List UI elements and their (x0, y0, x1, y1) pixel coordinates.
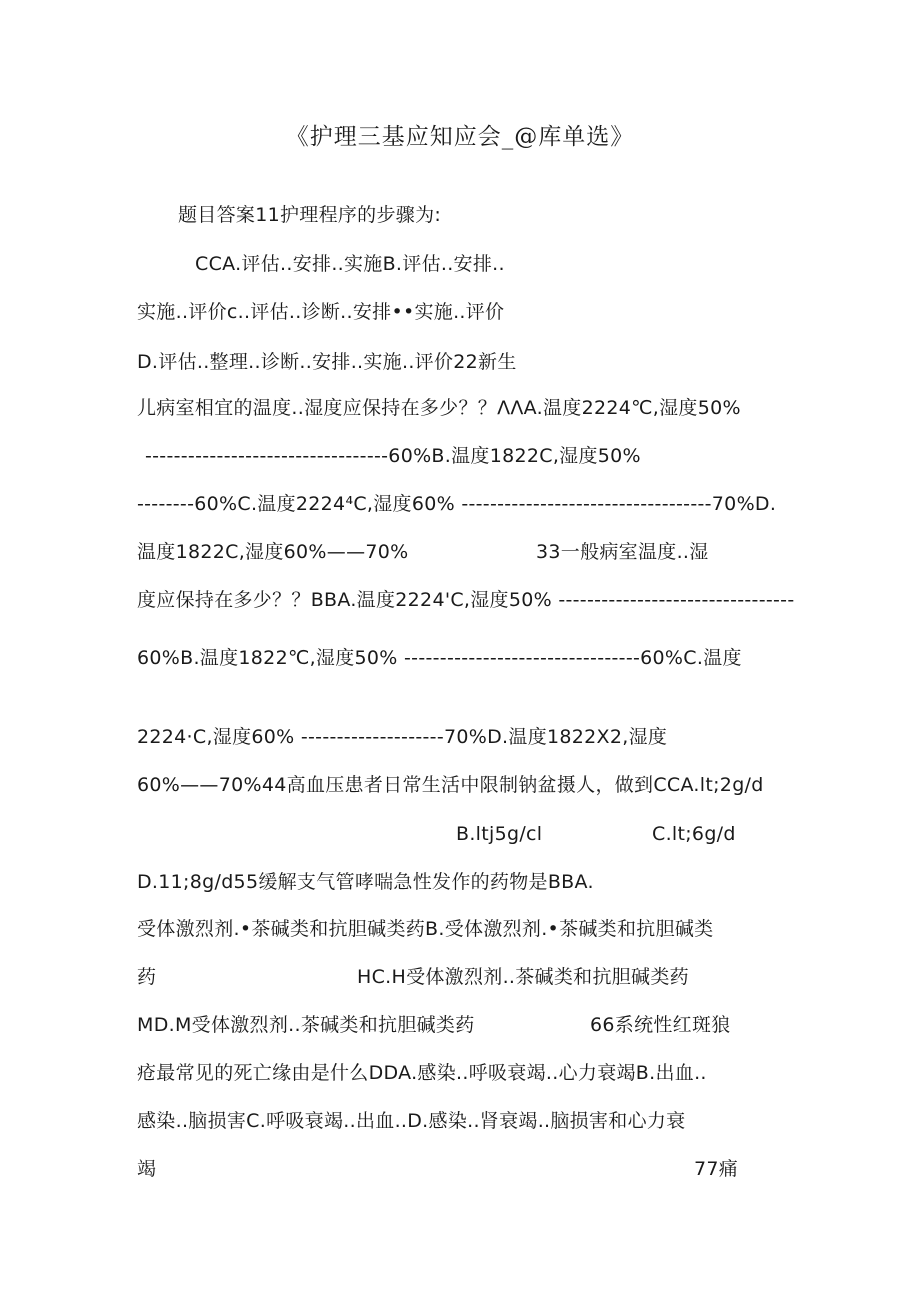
text-line-3: 实施..评价c..评估..诊断..安排••实施..评价 (137, 301, 505, 323)
document-title: 《护理三基应知应会_@库单选》 (285, 124, 635, 150)
text-line-19: 感染..脑损害C.呼吸衰竭..出血..D.感染..肾衰竭..脑损害和心力衰 (137, 1110, 686, 1132)
text-line-13a: B.ltj5g∕cl (456, 823, 543, 845)
text-line-12: 60%——70%44高血压患者日常生活中限制钠盆摄人，做到CCA.lt;2g/d (137, 774, 764, 796)
text-line-18: 疮最常见的死亡缘由是什么DDA.感染..呼吸衰竭..心力衰竭B.出血.. (137, 1062, 707, 1084)
text-line-16a: 药 (137, 966, 157, 988)
text-line-1: 题目答案11护理程序的步骤为: (178, 204, 442, 226)
text-line-2: CCA.评估..安排..实施B.评估..安排.. (195, 253, 505, 275)
text-line-10: 60%B.温度1822℃,湿度50% ---------------------------------60%C.温度 (137, 647, 742, 669)
text-line-17b: 66系统性红斑狼 (590, 1014, 731, 1036)
text-line-15: 受体激烈剂.•茶碱类和抗胆碱类药B.受体激烈剂.•茶碱类和抗胆碱类 (137, 918, 714, 940)
text-line-14: D.11;8g∕d55缓解支气管哮喘急性发作的药物是BBA. (137, 871, 594, 893)
text-line-6: ----------------------------------60%B.温度1822C,湿度50% (145, 445, 641, 467)
text-line-13b: C.lt;6g/d (652, 823, 736, 845)
text-line-9: 度应保持在多少？？BBA.温度2224'C,湿度50% --------------------------------- (137, 589, 795, 611)
text-line-4: D.评估..整理..诊断..安排..实施..评价22新生 (137, 351, 517, 373)
text-line-20b: 77痛 (694, 1158, 739, 1180)
text-line-11: 2224·C,湿度60% --------------------70%D.温度1822X2,湿度 (137, 726, 668, 748)
text-line-8b: 33一般病室温度..湿 (536, 541, 709, 563)
text-line-17a: MD.M受体激烈剂..茶碱类和抗胆碱类药 (137, 1014, 475, 1036)
text-line-5: 儿病室相宜的温度..湿度应保持在多少？？ΛΛA.温度2224℃,湿度50% (137, 397, 741, 419)
text-line-20a: 竭 (137, 1158, 157, 1180)
text-line-16b: HC.H受体激烈剂..茶碱类和抗胆碱类药 (357, 966, 689, 988)
text-line-8a: 温度1822C,湿度60%——70% (137, 541, 409, 563)
text-line-7: --------60%C.温度2224⁴C,湿度60% -----------------------------------70%D. (137, 493, 777, 515)
